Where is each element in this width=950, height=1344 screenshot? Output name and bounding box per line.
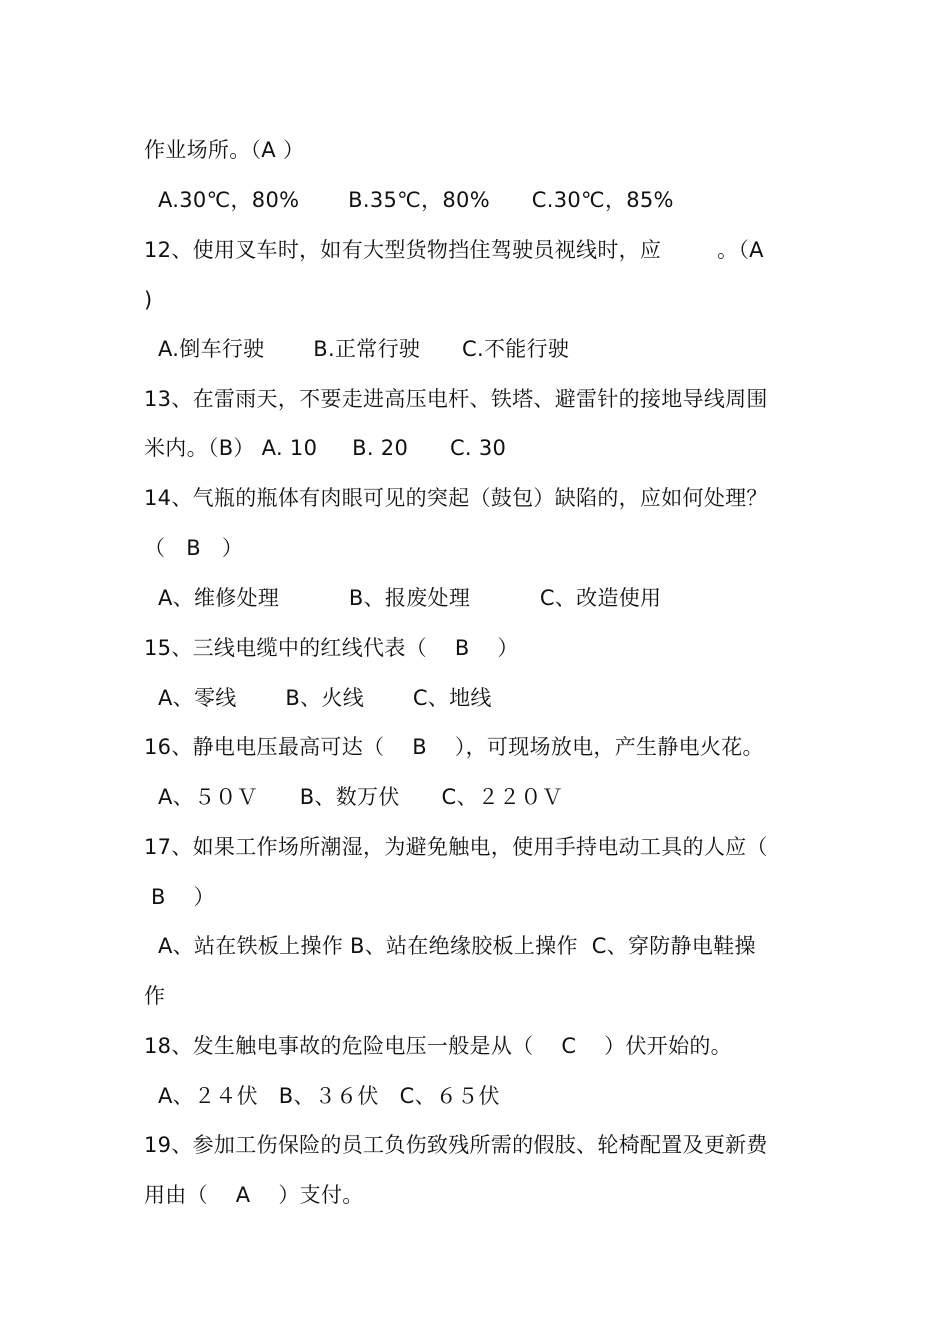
question-12-text-continuation: ) (144, 288, 153, 312)
question-17-text: 17、如果工作场所潮湿，为避免触电，使用手持电动工具的人应（ (144, 835, 768, 859)
question-15-text: 15、三线电缆中的红线代表（ B ） (144, 636, 519, 660)
question-18-text: 18、发生触电事故的危险电压一般是从（ C ）伏开始的。 (144, 1034, 732, 1058)
question-14-answer: （ B ） (144, 536, 244, 560)
question-12-options: A.倒车行驶 B.正常行驶 C.不能行驶 (158, 337, 570, 361)
question-17-options: A、站在铁板上操作 B、站在绝缘胶板上操作 C、穿防静电鞋操 (158, 934, 756, 958)
question-14-text: 14、气瓶的瓶体有肉眼可见的突起（鼓包）缺陷的，应如何处理？ (144, 486, 768, 510)
question-11-continuation: 作业场所。（A ） (144, 138, 305, 162)
question-18-options: A、２４伏 B、３６伏 C、６５伏 (158, 1084, 500, 1108)
question-16-options: A、５０Ｖ B、数万伏 C、２２０Ｖ (158, 785, 563, 809)
question-19-text: 19、参加工伤保险的员工负伤致残所需的假肢、轮椅配置及更新费 (144, 1133, 768, 1157)
question-15-options: A、零线 B、火线 C、地线 (158, 686, 492, 710)
question-16-text: 16、静电电压最高可达（ B ），可现场放电，产生静电火花。 (144, 735, 764, 759)
question-14-options: A、维修处理 B、报废处理 C、改造使用 (158, 586, 662, 610)
question-12-text: 12、使用叉车时，如有大型货物挡住驾驶员视线时，应 。（A (144, 238, 764, 262)
question-11-options: A.30℃，80% B.35℃，80% C.30℃，85% (158, 188, 674, 212)
question-17-answer: B ） (144, 885, 215, 909)
question-13-text: 13、在雷雨天，不要走进高压电杆、铁塔、避雷针的接地导线周围 (144, 387, 768, 411)
question-13-text-continuation: 米内。（B） A. 10 B. 20 C. 30 (144, 436, 507, 460)
question-17-options-continuation: 作 (144, 984, 166, 1008)
question-19-text-continuation: 用由（ A ）支付。 (144, 1183, 364, 1207)
